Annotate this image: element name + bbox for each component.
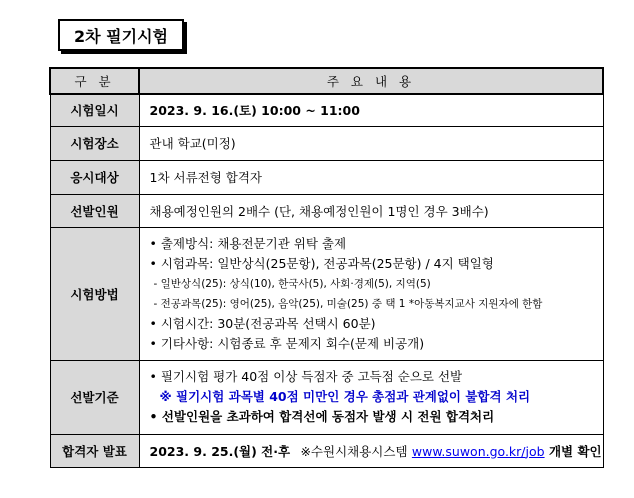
method-subline: - 일반상식(25): 상식(10), 한국사(5), 사회·경제(5), 지역(5) bbox=[153, 277, 431, 290]
method-line: • 시험과목: 일반상식(25문항), 전공과목(25문항) / 4지 택일형 bbox=[149, 255, 494, 271]
row-label-date: 시험일시 bbox=[50, 94, 139, 126]
exam-date-value: 2023. 9. 16.(토) 10:00 ~ 11:00 bbox=[139, 94, 603, 126]
table-row bbox=[50, 126, 603, 160]
header-content: 주 요 내 용 bbox=[139, 68, 603, 94]
method-line: • 출제방식: 채용전문기관 위탁 출제 bbox=[149, 235, 347, 251]
exam-place-value: 관내 학교(미정) bbox=[139, 126, 603, 160]
table-row bbox=[50, 194, 603, 227]
table-row bbox=[50, 94, 603, 126]
table-row bbox=[50, 434, 603, 467]
exam-info-table bbox=[49, 67, 604, 468]
exam-target-value: 1차 서류전형 합격자 bbox=[139, 160, 603, 194]
table-row bbox=[50, 160, 603, 194]
method-subline: - 전공과목(25): 영어(25), 음악(25), 미술(25) 중 택 1 *아동복지교사 지원자에 한함 bbox=[153, 297, 543, 310]
row-label-quota: 선발인원 bbox=[50, 194, 139, 227]
row-label-criteria: 선발기준 bbox=[50, 360, 139, 434]
criteria-warning: ※ 필기시험 과목별 40점 미만인 경우 총점과 관계없이 불합격 처리 bbox=[159, 389, 531, 404]
row-label-method: 시험방법 bbox=[50, 227, 139, 360]
recruit-site-link[interactable]: www.suwon.go.kr/job bbox=[411, 443, 545, 459]
announce-content bbox=[139, 434, 603, 467]
criteria-line: • 필기시험 평가 40점 이상 득점자 중 고득점 순으로 선발 bbox=[149, 369, 463, 384]
announce-suffix: 개별 확인 bbox=[548, 443, 602, 459]
method-line: • 시험시간: 30분(전공과목 선택시 60분) bbox=[149, 315, 376, 331]
table-header-row bbox=[50, 68, 603, 94]
criteria-line: • 선발인원을 초과하여 합격선에 동점자 발생 시 전원 합격처리 bbox=[149, 409, 495, 424]
row-label-target: 응시대상 bbox=[50, 160, 139, 194]
section-title: 2차 필기시험 bbox=[58, 19, 184, 51]
table-row bbox=[50, 360, 603, 434]
table-row bbox=[50, 227, 603, 360]
criteria-content bbox=[139, 360, 603, 434]
method-content bbox=[139, 227, 603, 360]
quota-value: 채용예정인원의 2배수 (단, 채용예정인원이 1명인 경우 3배수) bbox=[139, 194, 603, 227]
announce-note: ※수원시채용시스템 bbox=[300, 443, 408, 459]
announce-date: 2023. 9. 25.(월) 전·후 bbox=[149, 443, 291, 459]
row-label-place: 시험장소 bbox=[50, 126, 139, 160]
row-label-announce: 합격자 발표 bbox=[50, 434, 139, 467]
header-category: 구 분 bbox=[50, 68, 139, 94]
method-line: • 기타사항: 시험종료 후 문제지 회수(문제 비공개) bbox=[149, 335, 425, 351]
